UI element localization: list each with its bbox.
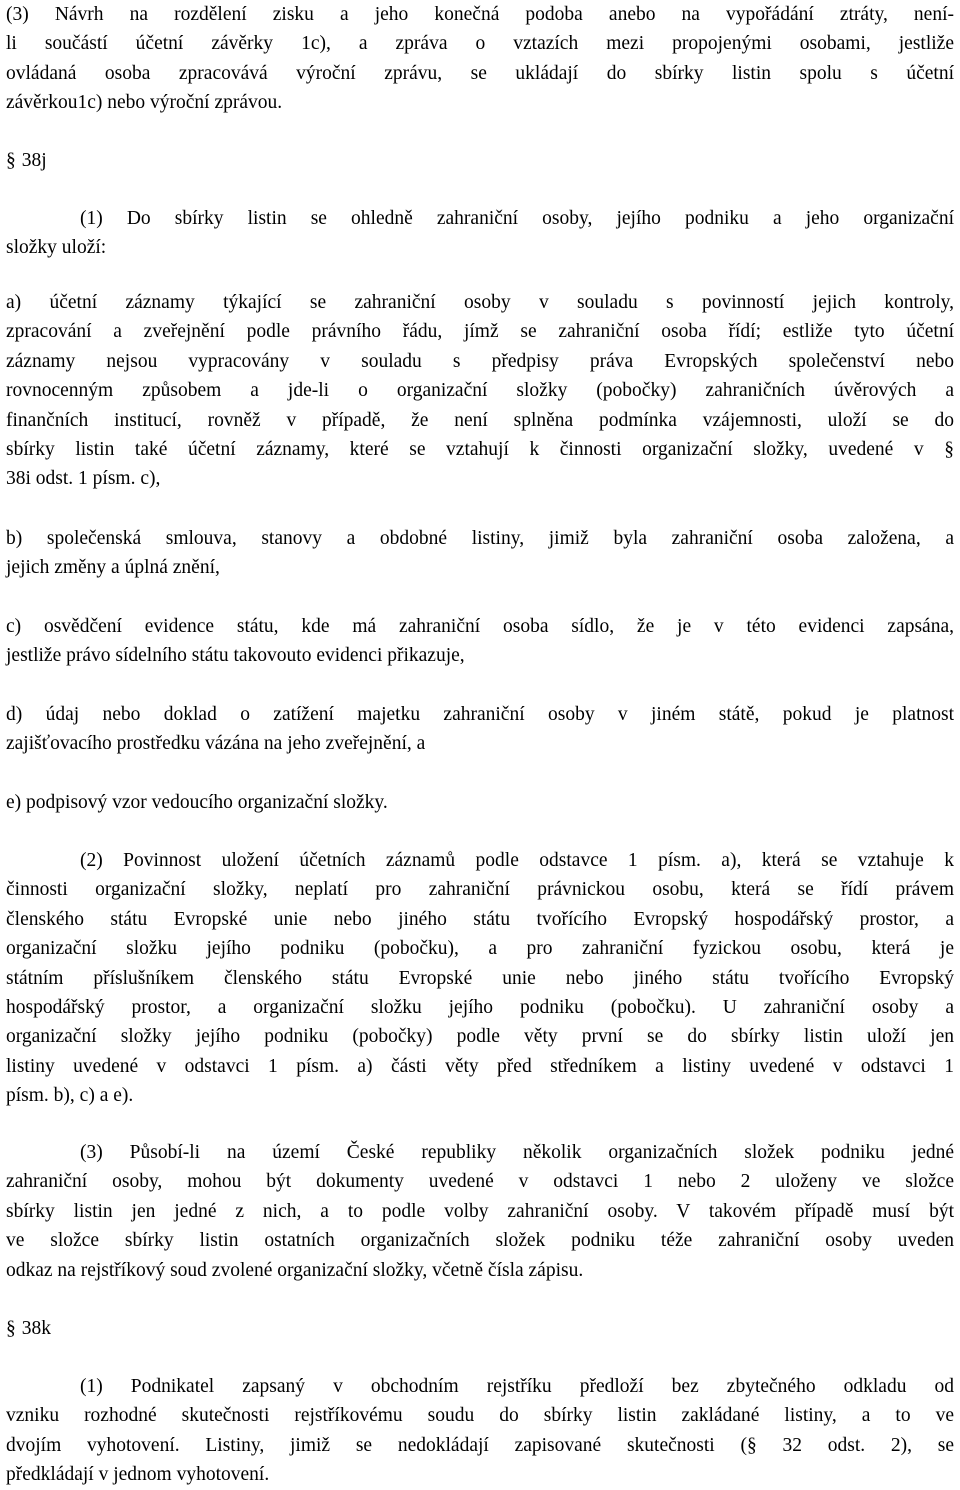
text-line: (1) Podnikatel zapsaný v obchodním rejstříku předloží bez zbytečného odkladu od xyxy=(80,1376,954,1397)
section-heading-38j xyxy=(6,146,47,175)
section-number: 38j xyxy=(21,150,47,171)
text-line: činnosti organizační složky, neplatí pro zahraniční právnickou osobu, která se řídí právem xyxy=(6,879,954,901)
list-item-e xyxy=(6,788,954,817)
text-line: organizační složku jejího podniku (pobočku), a pro zahraniční fyzickou osobu, která je xyxy=(6,938,954,960)
text-line: zajišťovacího prostředku vázána na jeho zveřejnění, a xyxy=(6,733,426,755)
text-line: ovládaná osoba zpracovává výroční zprávu, se ukládají do sbírky listin spolu s účetní xyxy=(6,62,954,84)
section-heading-38k xyxy=(6,1314,51,1343)
section-number: 38k xyxy=(21,1318,51,1339)
text-line: (2) Povinnost uložení účetních záznamů podle odstavce 1 písm. a), která se vztahuje k xyxy=(80,850,954,871)
text-line: organizační složky jejího podniku (pobočky) podle věty první se do sbírky listin uloží jen xyxy=(6,1026,954,1048)
text-line: a) účetní záznamy týkající se zahraniční osoby v souladu s povinností jejich kontroly, xyxy=(6,292,954,313)
text-line: zpracování a zveřejnění podle právního řádu, jímž se zahraniční osoba řídí; estliže tyto účetní xyxy=(6,321,954,343)
text-line: písm. b), c) a e). xyxy=(6,1085,134,1107)
text-line: vzniku rozhodné skutečnosti rejstříkovému soudu do sbírky listin zakládané listiny, a to ve xyxy=(6,1405,954,1427)
text-line: d) údaj nebo doklad o zatížení majetku zahraniční osoby v jiném státě, pokud je platnost xyxy=(6,704,954,725)
text-line: členského státu Evropské unie nebo jiného státu tvořícího Evropský hospodářský prostor, a xyxy=(6,908,954,930)
text-line: zahraniční osoby, mohou být dokumenty uvedené v odstavci 1 nebo 2 uloženy ve složce xyxy=(6,1171,954,1193)
text-line: li součástí účetní závěrky 1c), a zpráva o vztazích mezi propojenými osobami, jestliže xyxy=(6,33,954,55)
text-line: ve složce sbírky listin ostatních organizačních složek podniku téže zahraniční osoby uveden xyxy=(6,1230,954,1252)
list-item-d xyxy=(6,700,954,759)
section-symbol: § xyxy=(6,1318,16,1339)
text-line: finančních institucí, rovněž v případě, že není splněna podmínka vzájemnosti, uloží se do xyxy=(6,409,954,431)
text-line: sbírky listin také účetní záznamy, které se vztahují k činnosti organizační složky, uvedené v § xyxy=(6,439,954,461)
text-line: závěrkou1c) nebo výroční zprávou. xyxy=(6,92,283,114)
text-line: listiny uvedené v odstavci 1 písm. a) části věty před středníkem a listiny uvedené v odstavci 1 xyxy=(6,1055,954,1077)
text-line: rovnocenným způsobem a jde-li o organizační složky (pobočky) zahraničních úvěrových a xyxy=(6,380,954,402)
text-line: dvojím vyhotovení. Listiny, jimiž se nedokládají zapisované skutečnosti (§ 32 odst. 2), se xyxy=(6,1434,954,1456)
text-line: (1) Do sbírky listin se ohledně zahraniční osoby, jejího podniku a jeho organizační xyxy=(80,208,954,229)
text-line: (3) Návrh na rozdělení zisku a jeho konečná podoba anebo na vypořádání ztráty, není- xyxy=(6,4,954,25)
text-line: předkládají v jednom vyhotovení. xyxy=(6,1464,270,1486)
text-line: c) osvědčení evidence státu, kde má zahraniční osoba sídlo, že je v této evidenci zapsána, xyxy=(6,616,954,637)
text-line: 38i odst. 1 písm. c), xyxy=(6,468,161,490)
text-line: jestliže právo sídelního státu takovouto evidenci přikazuje, xyxy=(6,645,465,667)
paragraph-38j-1 xyxy=(6,204,954,263)
text-line: b) společenská smlouva, stanovy a obdobné listiny, jimiž byla zahraniční osoba založena, a xyxy=(6,528,954,549)
text-line: sbírky listin jen jedné z nich, a to podle volby zahraniční osoby. V takovém případě musí být xyxy=(6,1200,954,1222)
text-line: záznamy nejsou vypracovány v souladu s předpisy práva Evropských společenství nebo xyxy=(6,350,954,372)
text-line: e) podpisový vzor vedoucího organizační složky. xyxy=(6,792,388,813)
text-line: jejich změny a úplná znění, xyxy=(6,557,220,579)
list-item-a xyxy=(6,288,954,494)
section-symbol: § xyxy=(6,150,16,171)
list-item-c xyxy=(6,612,954,671)
paragraph-38j-2 xyxy=(6,846,954,1111)
paragraph-intro xyxy=(6,0,954,118)
text-line: (3) Působí-li na území České republiky několik organizačních složek podniku jedné xyxy=(80,1142,954,1163)
text-line: složky uloží: xyxy=(6,237,107,259)
text-line: odkaz na rejstříkový soud zvolené organizační složky, včetně čísla zápisu. xyxy=(6,1259,584,1281)
list-item-b xyxy=(6,524,954,583)
text-line: hospodářský prostor, a organizační složku jejího podniku (pobočku). U zahraniční osoby a xyxy=(6,997,954,1019)
paragraph-38j-3 xyxy=(6,1138,954,1285)
text-line: státním příslušníkem členského státu Evropské unie nebo jiného státu tvořícího Evropský xyxy=(6,967,954,989)
paragraph-38k-1 xyxy=(6,1372,954,1490)
